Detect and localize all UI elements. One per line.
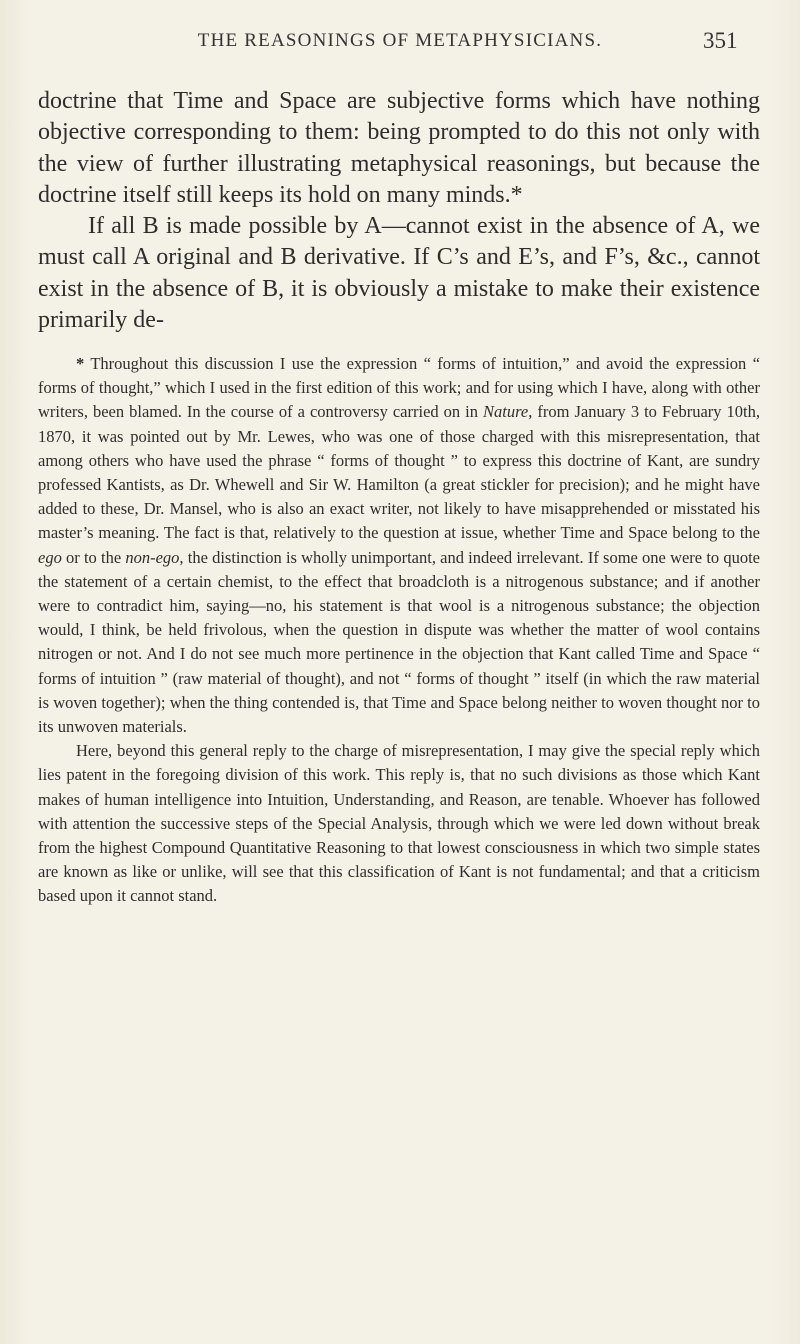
footnote-ego-term: ego bbox=[38, 547, 62, 567]
footnote bbox=[38, 352, 760, 909]
footnote-paragraph-1 bbox=[38, 352, 760, 739]
running-head: THE REASONINGS OF METAPHYSICIANS. bbox=[197, 30, 603, 51]
paragraph-2: If all B is made possible by A—cannot exist in the absence of A, we must call A original and B derivative. If C’s and E’s, and F’s, &c., cannot exist in the absence of B, it is obviously a mistake to make their existence primarily de- bbox=[38, 213, 760, 334]
footnote-paragraph-2: Here, beyond this general reply to the charge of misrepresentation, I may give the special reply which lies patent in the foregoing division of this work. This reply is, that no such divisions as those which Kant makes of human intelligence into Intuition, Understanding, and Reason, are tenable. Whoever has followed with attention the successive steps of the Special Analysis, through which we were led down without break from the highest Compound Quantitative Reasoning to that lowest consciousness in which two simple states are known as like or unlike, will see that this classification of Kant is not fundamental; and that a criticism based upon it cannot stand. bbox=[38, 741, 760, 906]
footnote-text-1: Throughout this discussion I use the expression “ forms of intuition,” and avoid the expression “ forms of thought,” which I used in the first edition of this work; and for using which I have, along with other writers, been blamed. In the course of a controversy carried on in bbox=[38, 354, 760, 422]
paragraph-1: doctrine that Time and Space are subjective forms which have nothing objective corresponding to them: being prompted to do this not only with the view of further illustrating metaphysical reasonings, but because the doctrine itself still keeps its hold on many minds.* bbox=[38, 88, 760, 208]
footnote-journal-title: Nature bbox=[483, 402, 529, 422]
main-text bbox=[38, 86, 760, 336]
footnote-text-3: or to the bbox=[61, 547, 126, 567]
footnote-text-4: , the distinction is wholly unimportant, and indeed irrelevant. If some one were to quote the statement of a certain chemist, to the effect that broadcloth is a nitrogenous substance; and if another were to contradict him, saying—no, his statement is that wool is a nitrogenous substance; the objection would, I think, be held frivolous, when the question in dispute was whether the matter of wool contains nitrogen or not. And I do not see much more pertinence in the objection that Kant called Time and Space “ forms of intuition ” (raw material of thought), and not “ forms of thought ” itself (in which the raw material is woven together); when the thing contended is, that Time and Space belong neither to woven thought nor to its unwoven materials. bbox=[38, 547, 760, 737]
footnote-non-ego-term: non-ego bbox=[125, 547, 180, 567]
footnote-marker: * bbox=[76, 354, 85, 373]
page-number: 351 bbox=[703, 28, 738, 53]
footnote-text-2: , from January 3 to February 10th, 1870, it was pointed out by Mr. Lewes, who was one of those charged with this misrepresentation, that among others who have used the phrase “ forms of thought ” to express this doctrine of Kant, are sundry professed Kantists, as Dr. Whewell and Sir W. Hamilton (a great stickler for precision); and he might have added to these, Dr. Mansel, who is also an exact writer, not likely to have misapprehended or misstated his master’s meaning. The fact is that, relatively to the question at issue, whether Time and Space belong to the bbox=[38, 402, 760, 543]
